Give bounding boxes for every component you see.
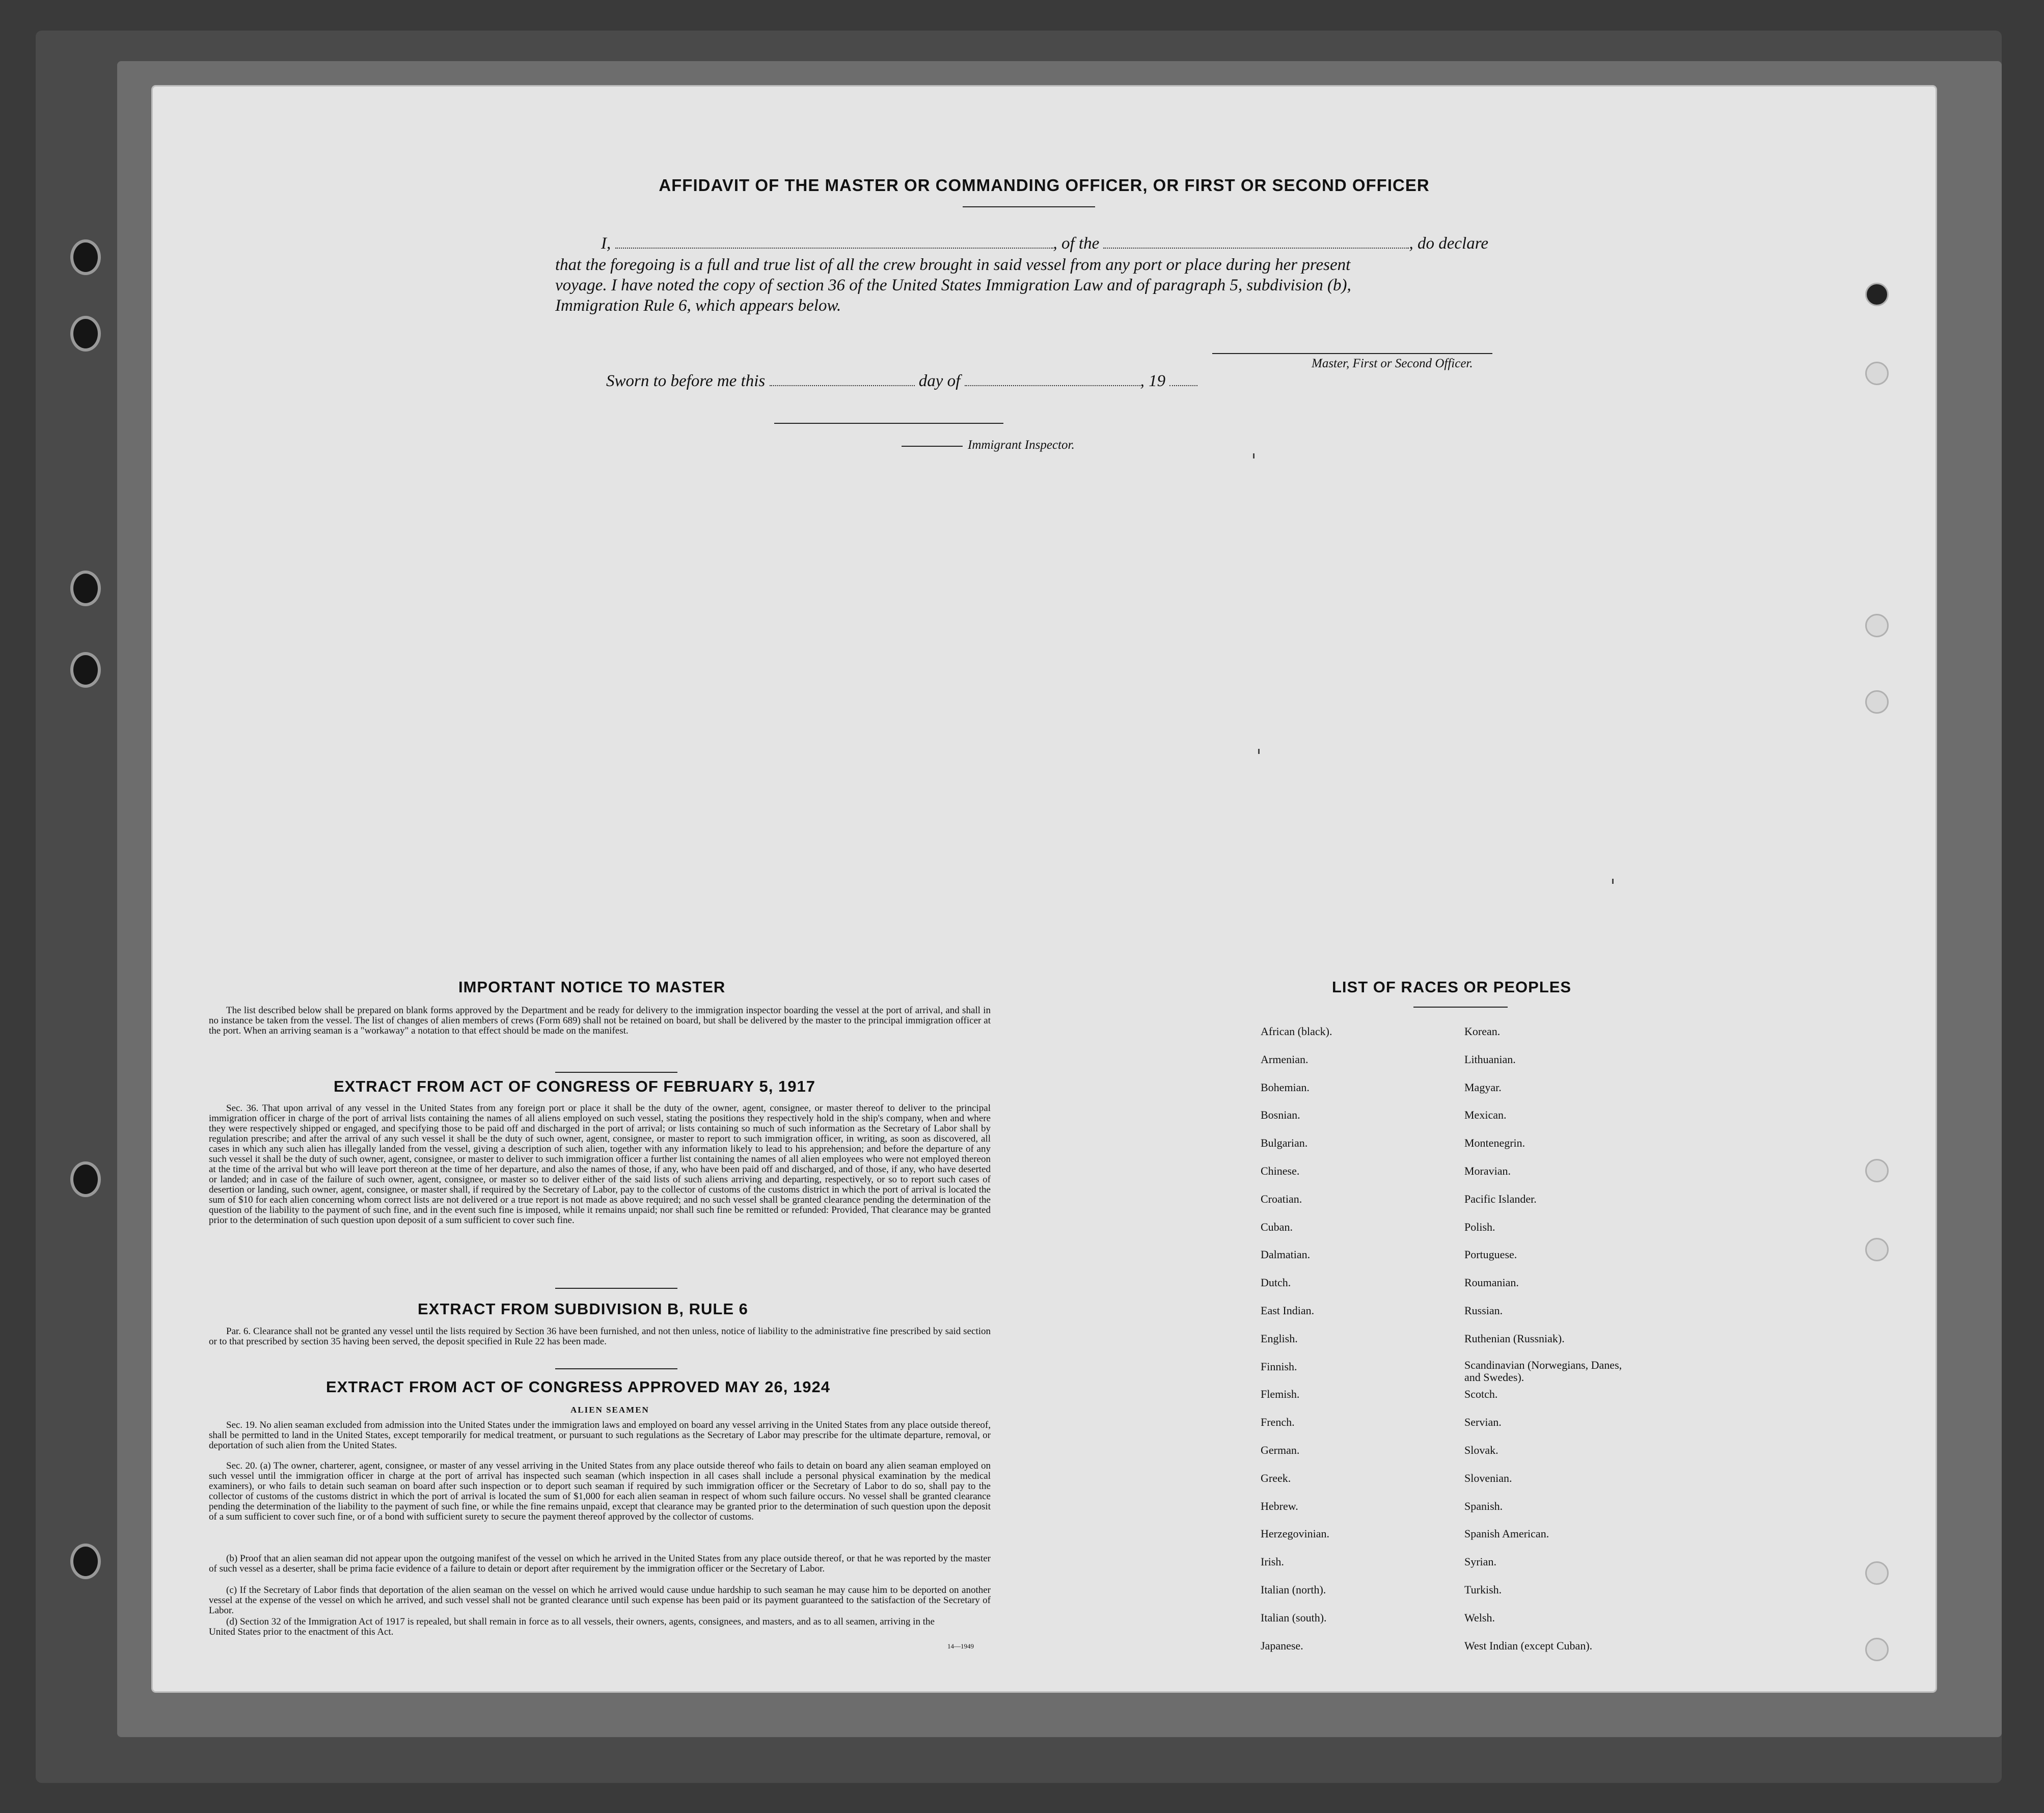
race-item: West Indian (except Cuban). — [1464, 1639, 1593, 1652]
race-item: Hebrew. — [1261, 1499, 1298, 1512]
race-item: African (black). — [1261, 1025, 1332, 1038]
inspector-caption: Immigrant Inspector. — [968, 438, 1075, 452]
master-name-blank — [615, 248, 1053, 249]
affidavit-of-the-label: , of the — [1053, 234, 1100, 253]
ring-hole-7 — [1865, 1561, 1889, 1585]
sworn-year-label: , 19 — [1140, 372, 1166, 390]
race-item: Flemish. — [1261, 1388, 1300, 1401]
race-item: English. — [1261, 1332, 1298, 1345]
sworn-prefix: Sworn to before me this — [606, 372, 766, 390]
rule6-text: Par. 6. Clearance shall not be granted any vessel until the lists required by Section 36 have been furnished, and not then unless, notice of liability to the administrative fine prescribed by said section or to that prescribed by section 35 having been served, the deposit specified in Rule 22 has been made. — [209, 1326, 991, 1347]
binder-hole-5 — [70, 1161, 101, 1197]
extract-1924-sec20d: (d) Section 32 of the Immigration Act of 1917 is repealed, but shall remain in force as to all vessels, their owners, agents, consignees, and masters, and as to all seamen, arriving in the United States prior to the enactment of this Act. — [209, 1616, 935, 1637]
race-item: Portuguese. — [1464, 1248, 1517, 1261]
binder-hole-4 — [70, 652, 101, 688]
race-item: Ruthenian (Russniak). — [1464, 1332, 1565, 1345]
race-item: Turkish. — [1464, 1583, 1502, 1596]
vessel-name-blank — [1103, 248, 1409, 249]
extract-1924-title: EXTRACT FROM ACT OF CONGRESS APPROVED MAY 26, 1924 — [326, 1378, 830, 1396]
affidavit-i-label: I, — [601, 234, 611, 253]
race-item: Spanish. — [1464, 1499, 1503, 1512]
ring-hole-3 — [1865, 614, 1889, 637]
notice-rule — [555, 1072, 677, 1073]
races-right-column — [1464, 1024, 1638, 1666]
notice-text: The list described below shall be prepared on blank forms approved by the Department and be ready for delivery to the immigration inspector boarding the vessel at the port of arrival, and shall in no instance be taken from the vessel. The list of changes of alien members of crews (Form 689) shall not be retained on board, but shall be delivered by the master to the principal immigration officer at the port. When an arriving seaman is a "workaway" a notation to that effect should be made on the manifest. — [209, 1005, 991, 1036]
race-item: Pacific Islander. — [1464, 1192, 1537, 1205]
stray-mark — [1253, 453, 1255, 458]
ring-hole-4 — [1865, 690, 1889, 714]
rule6-rule — [555, 1368, 677, 1369]
ring-hole-5 — [1865, 1159, 1889, 1182]
race-item: French. — [1261, 1416, 1295, 1429]
race-item: Magyar. — [1464, 1080, 1502, 1094]
race-item: Armenian. — [1261, 1052, 1309, 1066]
extract-1917-rule — [555, 1288, 677, 1289]
race-item: Montenegrin. — [1464, 1136, 1525, 1150]
affidavit-line-1 — [601, 234, 1488, 253]
extract-1924-sec20b: (b) Proof that an alien seaman did not appear upon the outgoing manifest of the vessel on which he arrived in the United States from any place outside thereof, or that he was reported by the master of such vessel as a deserter, shall be prima facie evidence of a failure to detain or deport after requirement by the immigration officer or the Secretary of Labor. — [209, 1553, 991, 1574]
race-item: Moravian. — [1464, 1164, 1511, 1177]
race-item: Scandinavian (Norwegians, Danes, and Swedes). — [1464, 1358, 1622, 1384]
binder-hole-1 — [70, 239, 101, 275]
ring-hole-8 — [1865, 1638, 1889, 1661]
affidavit-title: AFFIDAVIT OF THE MASTER OR COMMANDING OFFICER, OR FIRST OR SECOND OFFICER — [659, 176, 1430, 195]
sworn-day-blank — [770, 385, 915, 386]
race-item: Japanese. — [1261, 1639, 1303, 1652]
races-title: LIST OF RACES OR PEOPLES — [1332, 978, 1572, 996]
alien-seamen-subtitle: ALIEN SEAMEN — [570, 1405, 649, 1415]
race-item: Italian (north). — [1261, 1583, 1326, 1596]
race-item: Syrian. — [1464, 1555, 1496, 1568]
rule6-title: EXTRACT FROM SUBDIVISION B, RULE 6 — [418, 1300, 748, 1318]
affidavit-declare-label: , do declare — [1409, 234, 1488, 253]
race-item: Servian. — [1464, 1416, 1502, 1429]
race-item: Slovenian. — [1464, 1471, 1512, 1484]
binder-hole-3 — [70, 571, 101, 606]
sworn-line — [606, 372, 1197, 391]
race-item: Bosnian. — [1261, 1108, 1300, 1122]
master-caption: Master, First or Second Officer. — [1312, 357, 1473, 370]
sworn-month-blank — [965, 385, 1140, 386]
races-left-column — [1261, 1024, 1332, 1666]
race-item: Irish. — [1261, 1555, 1284, 1568]
affidavit-line-3: voyage. I have noted the copy of section 36 of the United States Immigration Law and of paragraph 5, subdivision (b), — [555, 276, 1351, 294]
binder-hole-2 — [70, 316, 101, 351]
notice-title: IMPORTANT NOTICE TO MASTER — [458, 978, 726, 996]
race-item: Chinese. — [1261, 1164, 1300, 1177]
stray-mark — [1612, 879, 1614, 884]
races-title-rule — [1413, 1007, 1508, 1008]
form-number: 14—1949 — [947, 1642, 974, 1650]
master-signature-line — [1212, 353, 1492, 354]
sworn-year-blank — [1169, 385, 1197, 386]
race-item: Finnish. — [1261, 1360, 1297, 1373]
race-item: Greek. — [1261, 1471, 1291, 1484]
extract-1924-sec20a: Sec. 20. (a) The owner, charterer, agent, consignee, or master of any vessel arriving in the United States from any place outside thereof who fails to detain on board any alien seaman employed on such vessel until the immigration officer in charge at the port of arrival has inspected such seaman (which inspection in all cases shall include a personal physical examination by the medical examiners), or who fails to detain such seaman on board after such inspection or to deport such seaman if required by such immigration officer or the Secretary of Labor to do so, shall pay to the collector of customs of the customs district in which the port of arrival is located the sum of $1,000 for each alien seaman in respect of whom such failure occurs. No vessel shall be granted clearance pending the determination of the liability to the payment of such fine, or while the fine remains unpaid, except that clearance may be granted prior to the determination of such question upon the deposit of a sum sufficient to cover such fine, or of a bond with sufficient surety to secure the payment thereof approved by the collector of customs. — [209, 1460, 991, 1522]
sworn-day-label: day of — [918, 372, 961, 390]
race-item: Croatian. — [1261, 1192, 1302, 1205]
inspector-dotted-line — [902, 446, 963, 447]
race-item: Roumanian. — [1464, 1276, 1519, 1289]
race-item: Korean. — [1464, 1025, 1501, 1038]
ring-hole-2 — [1865, 362, 1889, 385]
bleed-through — [407, 153, 423, 174]
race-item: Mexican. — [1464, 1108, 1507, 1122]
race-item: Scotch. — [1464, 1388, 1498, 1401]
race-item: Dalmatian. — [1261, 1248, 1311, 1261]
affidavit-line-4: Immigration Rule 6, which appears below. — [555, 296, 841, 315]
extract-1924-sec19: Sec. 19. No alien seaman excluded from admission into the United States under the immigration laws and employed on board any vessel arriving in the United States from any place outside thereof, shall be permitted to land in the United States, except temporarily for medical treatment, or pursuant to such regulations as the Secretary of Labor may prescribe for the ultimate departure, removal, or deportation of such alien from the United States. — [209, 1420, 991, 1451]
race-item: Cuban. — [1261, 1220, 1293, 1233]
inspector-signature-line — [774, 423, 1003, 424]
race-item: East Indian. — [1261, 1304, 1315, 1317]
race-item: Bohemian. — [1261, 1080, 1310, 1094]
ring-hole-1 — [1865, 283, 1889, 306]
extract-1924-sec20c: (c) If the Secretary of Labor finds that deportation of the alien seaman on the vessel on which he arrived would cause undue hardship to such seaman he may cause him to be deported on another vessel at the expense of the vessel on which he arrived, and such vessel shall not be granted clearance until such expense has been paid or its payment guaranteed to the satisfaction of the Secretary of Labor. — [209, 1585, 991, 1616]
race-item: Italian (south). — [1261, 1611, 1327, 1624]
race-item: Polish. — [1464, 1220, 1495, 1233]
race-item: German. — [1261, 1443, 1300, 1456]
affidavit-title-rule — [963, 206, 1095, 207]
affidavit-line-2: that the foregoing is a full and true list of all the crew brought in said vessel from any port or place during her present — [555, 256, 1351, 274]
ring-hole-6 — [1865, 1238, 1889, 1261]
race-item: Russian. — [1464, 1304, 1503, 1317]
manifest-page — [153, 87, 1936, 1691]
stray-mark — [1258, 749, 1260, 754]
race-item: Spanish American. — [1464, 1527, 1549, 1540]
race-item: Dutch. — [1261, 1276, 1291, 1289]
race-item: Lithuanian. — [1464, 1052, 1516, 1066]
extract-1917-text: Sec. 36. That upon arrival of any vessel in the United States from any foreign port or place it shall be the duty of the owner, agent, consignee, or master thereof to deliver to the principal immigration officer in charge of the port of arrival lists containing the names of all aliens employed on such vessel, stating the positions they respectively hold in the ship's company, when and where they were respectively shipped or engaged, and specifying those to be paid off and discharged in the port of arrival; or lists containing so much of such information as the Secretary of Labor shall by regulation prescribe; and after the arrival of any such vessel it shall be the duty of such owner, agent, consignee, or master to report to such immigration officer, in writing, as soon as discovered, all cases in which any such alien has illegally landed from the vessel, giving a description of such alien, together with any information likely to lead to his apprehension; and before the departure of any such vessel it shall be the duty of such owner, agent, consignee, or master to deliver to such immigration officer a further list containing the names of all alien employees who were not employed thereon at the time of the arrival but who will leave port thereon at the time of her departure, and also the names of those, if any, who have been paid off and discharged, and of those, if any, who have deserted or landed; and in case of the failure of such owner, agent, consignee, or master so to deliver either of the said lists of such aliens arriving and departing, respectively, or so to report such cases of desertion or landing, such owner, agent, consignee, or master shall, if required by the Secretary of Labor, pay to the collector of customs of the customs district in which the port of arrival is located the sum of $10 for each alien concerning whom correct lists are not delivered or a true report is not made as above required; and no such vessel shall be granted clearance pending the determination of the question of the liability to the payment of such fine, and in the event such fine is imposed, while it remains unpaid; nor shall such fine be remitted or refunded: Provided, That clearance may be granted prior to the determination of such question upon deposit of a sum sufficient to cover such fine. — [209, 1103, 991, 1226]
race-item: Herzegovinian. — [1261, 1527, 1329, 1540]
extract-1917-title: EXTRACT FROM ACT OF CONGRESS OF FEBRUARY 5, 1917 — [334, 1077, 815, 1095]
race-item: Welsh. — [1464, 1611, 1495, 1624]
race-item: Slovak. — [1464, 1443, 1498, 1456]
race-item: Bulgarian. — [1261, 1136, 1308, 1150]
binder-hole-6 — [70, 1544, 101, 1579]
